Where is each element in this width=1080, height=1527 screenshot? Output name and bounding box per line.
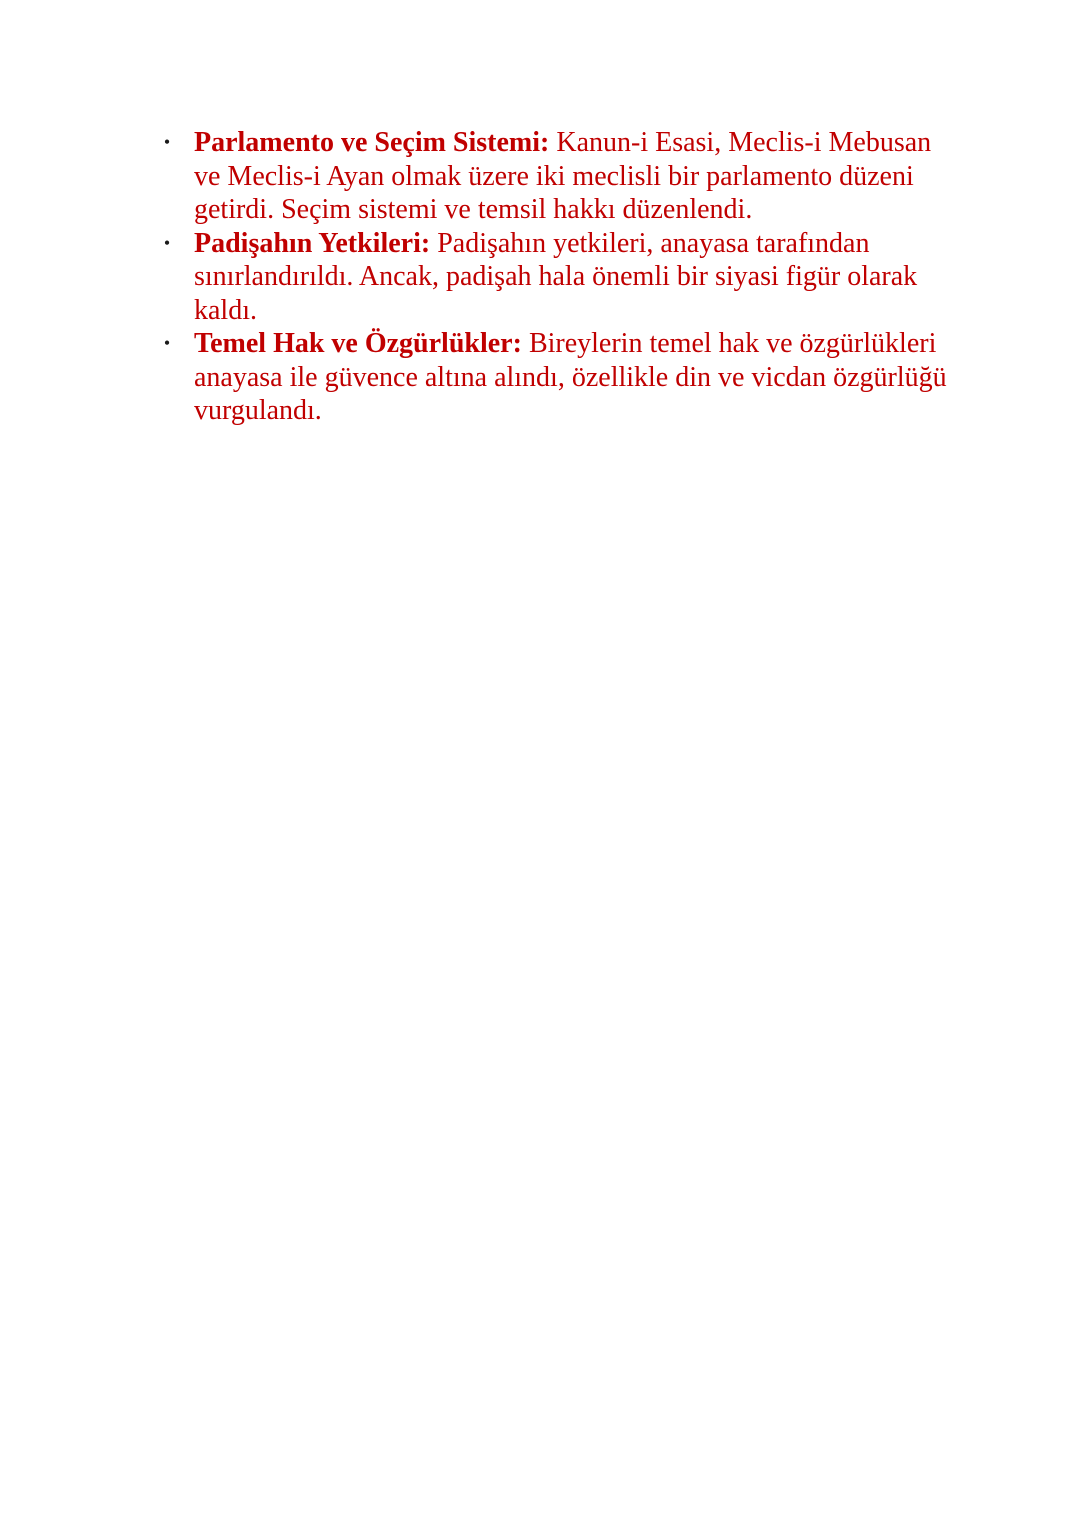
item-text: Kanun-i Esasi, Meclis-i Mebusan ve Meclis-i Ayan olmak üzere iki meclisli bir parlamento düzeni getirdi. Seçim sistemi ve temsil hakkı düzenlendi. <box>194 127 932 225</box>
bullet-dot: • <box>163 132 171 152</box>
item-title: Temel Hak ve Özgürlükler: <box>194 328 522 359</box>
bullet-dot: • <box>163 232 171 253</box>
item-text: Bireylerin temel hak ve özgürlükleri anayasa ile güvence altına alındı, özellikle din ve vicdan özgürlüğü vurgulandı. <box>194 328 947 426</box>
list-item-parliament <box>160 126 960 227</box>
bullet-list <box>160 126 960 428</box>
bullet-dot: • <box>163 333 171 353</box>
item-text: Padişahın yetkileri, anayasa tarafından sınırlandırıldı. Ancak, padişah hala önemli bir siyasi figür olarak kaldı. <box>194 227 918 326</box>
list-item-rights-freedoms <box>160 327 960 428</box>
item-title: Parlamento ve Seçim Sistemi: <box>194 127 550 158</box>
list-item-sultan-powers <box>160 227 960 328</box>
item-title: Padişahın Yetkileri: <box>194 227 431 259</box>
